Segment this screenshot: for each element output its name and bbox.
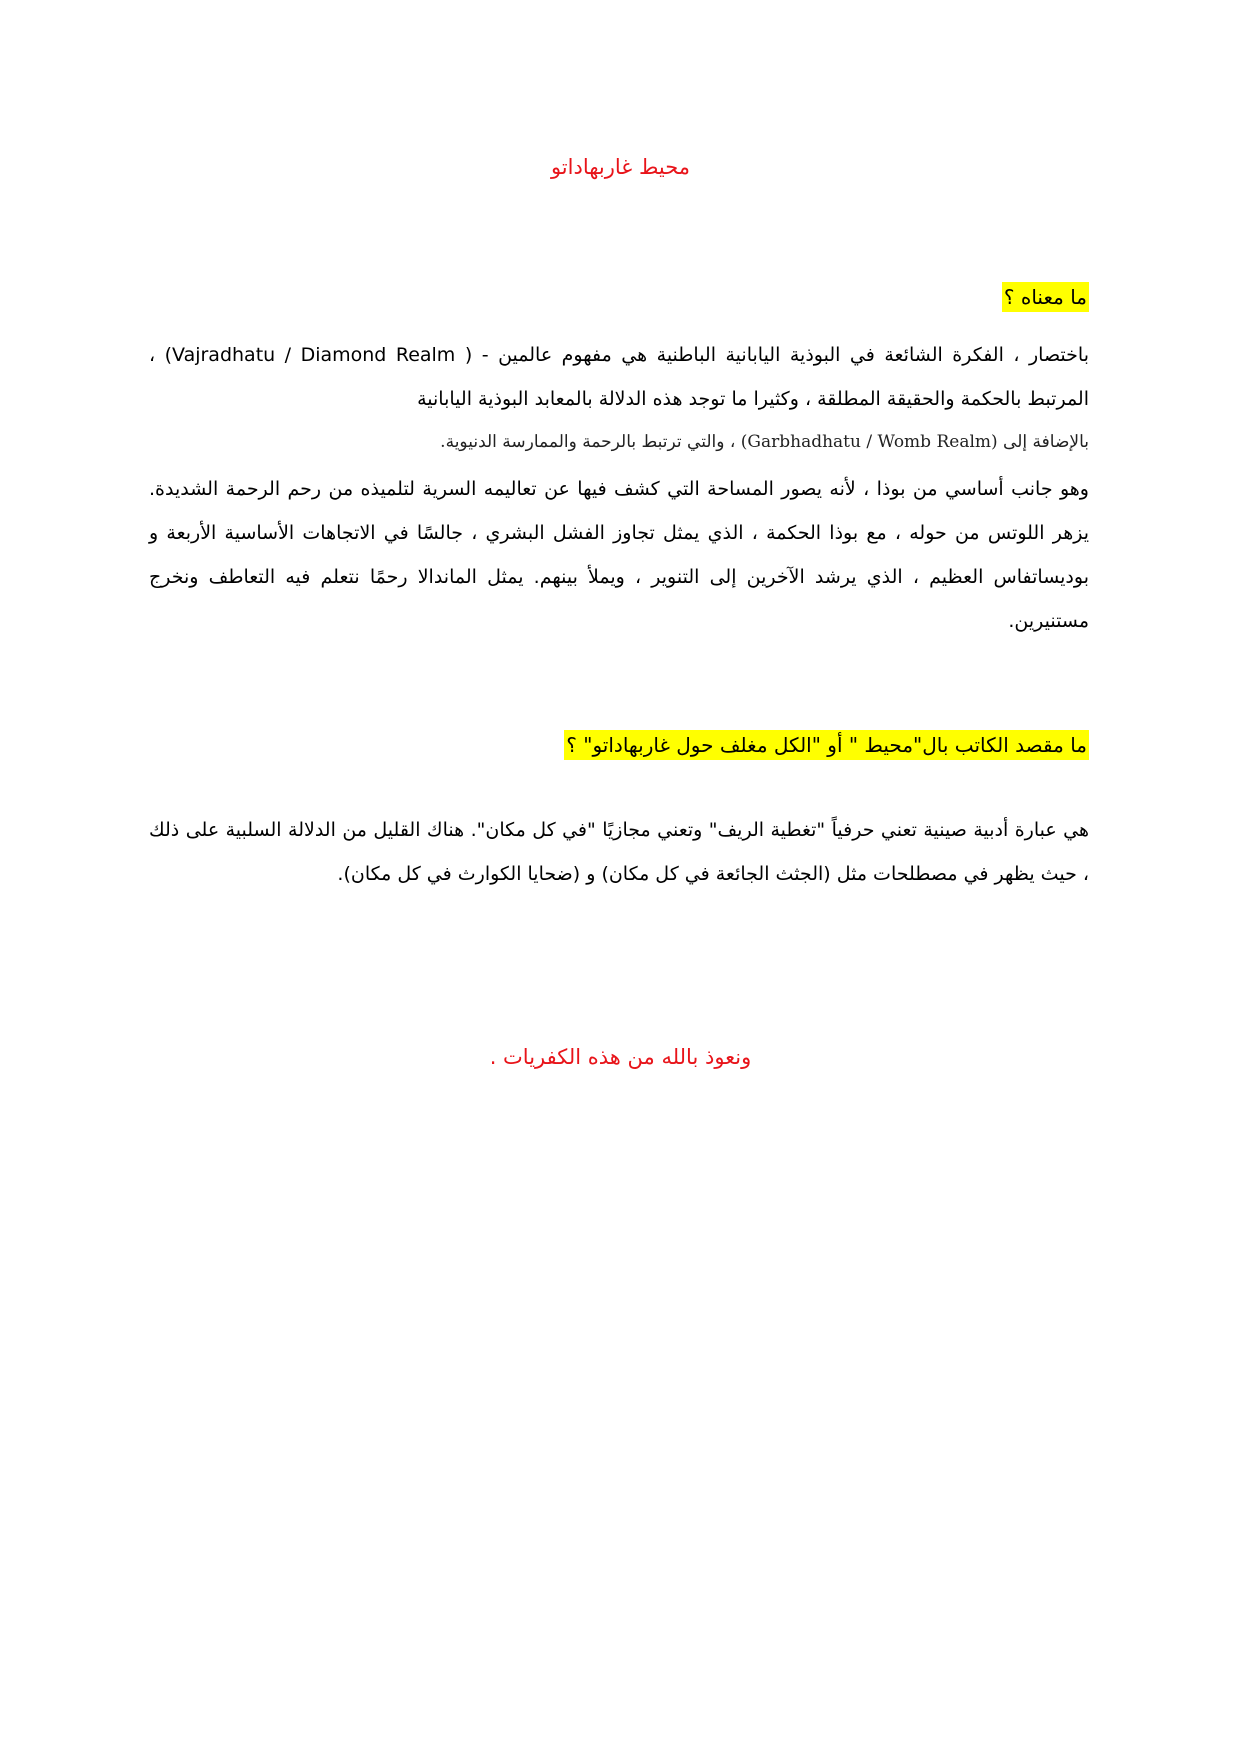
document-title: [0, 150, 1241, 184]
section-heading-author-intent: [564, 728, 1089, 762]
document-conclusion: [0, 1040, 1241, 1074]
section-heading-meaning-text: ما معناه ؟: [1002, 282, 1089, 312]
paragraph-meaning-womb-realm: بالإضافة إلى (Garbhadhatu / Womb Realm) ، والتي ترتبط بالرحمة والممارسة الدنيوية.: [440, 432, 1089, 452]
document-conclusion-text: ونعوذ بالله من هذه الكفريات .: [489, 1045, 752, 1069]
paragraph-meaning-intro: باختصار ، الفكرة الشائعة في البوذية اليابانية الباطنية هي مفهوم عالمين - ( Vajradhatu / Diamond Realm) ، المرتبط بالحكمة والحقيقة المطلقة ، وكثيرا ما توجد هذه الدلالة بالمعابد البوذية اليابانية: [149, 344, 1089, 410]
document-title-text: محيط غاربهاداتو: [550, 155, 691, 179]
section-heading-meaning: [1002, 280, 1089, 314]
paragraph-meaning-buddha: وهو جانب أساسي من بوذا ، لأنه يصور المساحة التي كشف فيها عن تعاليمه السرية لتلميذه من رحم الرحمة الشديدة. يزهر اللوتس من حوله ، مع بوذا الحكمة ، الذي يمثل تجاوز الفشل البشري ، جالسًا في الاتجاهات الأساسية الأربعة و بوديساتفاس العظيم ، الذي يرشد الآخرين إلى التنوير ، ويملأ بينهم. يمثل الماندالا رحمًا نتعلم فيه التعاطف ونخرج مستنيرين.: [149, 478, 1089, 632]
paragraph-author-intent: هي عبارة أدبية صينية تعني حرفياً "تغطية الريف" وتعني مجازيًا "في كل مكان". هناك القليل من الدلالة السلبية على ذلك ، حيث يظهر في مصطلحات مثل (الجثث الجائعة في كل مكان) و (ضحايا الكوارث في كل مكان).: [149, 819, 1089, 885]
section-heading-author-intent-text: ما مقصد الكاتب بال"محيط " أو "الكل مغلف حول غاربهاداتو" ؟: [564, 730, 1089, 760]
